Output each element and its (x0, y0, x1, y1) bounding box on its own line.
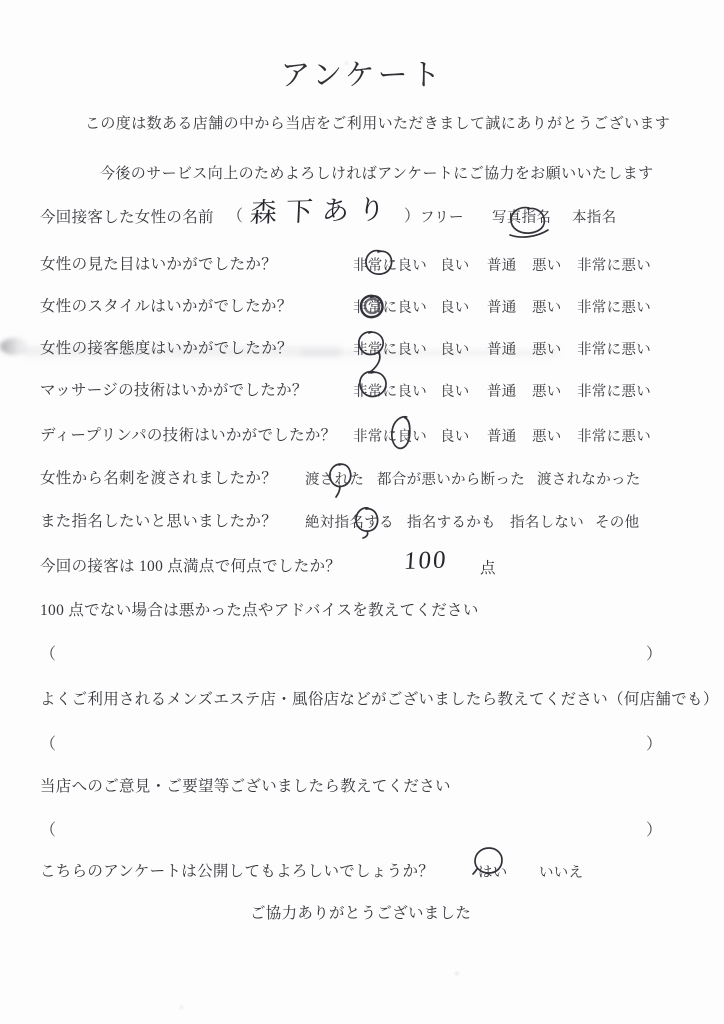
question-label: また指名したいと思いましたか？ (40, 513, 278, 530)
option-label: 非常に悪い (577, 429, 651, 445)
close-paren: ） (646, 822, 663, 839)
option-label: 良い (440, 258, 470, 274)
question-label: 女性の接客態度はいかがでしたか？ (40, 340, 293, 357)
selection-circle (384, 412, 416, 454)
selection-circle (355, 368, 391, 400)
selection-circle (471, 845, 507, 879)
option-label: 非常に良い (353, 300, 427, 316)
name-option-hon-shimei: 本指名 (572, 210, 617, 226)
option-label: 渡されなかった (537, 472, 641, 488)
question-label: 女性のスタイルはいかがでしたか？ (40, 298, 293, 315)
option-label: 良い (440, 429, 470, 445)
option-label: 非常に良い (353, 429, 427, 445)
intro-line-2: 今後のサービス向上のためよろしければアンケートにご協力をお願いいたします (100, 166, 654, 182)
option-label: 良い (440, 384, 470, 400)
question-label: よくご利用されるメンズエステ店・風俗店などがございましたら教えてください（何店舗でも） (40, 691, 719, 708)
name-question-label: 今回接客した女性の名前 (40, 209, 214, 226)
name-option-photo-shimei: 写真指名 (492, 210, 552, 226)
option-label: 絶対指名する (305, 515, 394, 531)
option-label: 悪い (532, 300, 562, 316)
page-title: アンケート (280, 59, 444, 92)
selection-circle (351, 505, 383, 539)
handwritten-name: 森下あり (249, 194, 395, 229)
intro-line-1: この度は数ある店舗の中から当店をご利用いただきまして誠にありがとうございます (85, 116, 671, 132)
scan-smudge (300, 349, 560, 357)
score-unit-label: 点 (480, 560, 496, 577)
option-label: 普通 (487, 342, 517, 358)
question-label: 女性から名刺を渡されましたか？ (40, 470, 278, 487)
scan-speck (180, 1006, 183, 1009)
open-paren: （ (40, 822, 57, 839)
option-label: 非常に悪い (577, 384, 651, 400)
question-label: こちらのアンケートは公開してもよろしいでしょうか？ (40, 863, 435, 880)
option-label: 指名するかも (407, 515, 496, 531)
open-paren: （ (40, 736, 57, 753)
handwritten-score: 100 (403, 546, 449, 576)
name-option-free: フリー (420, 210, 464, 226)
option-label: 非常に良い (353, 258, 427, 274)
scan-speck (455, 972, 459, 975)
question-label: 100 点でない場合は悪かった点やアドバイスを教えてください (40, 602, 479, 619)
option-label: 指名しない (510, 515, 584, 531)
option-label: 非常に悪い (577, 258, 651, 274)
option-label: 良い (440, 300, 470, 316)
scan-smudge (0, 338, 30, 355)
option-label: 普通 (487, 258, 517, 274)
question-label: 今回の接客は 100 点満点で何点でしたか？ (40, 558, 342, 575)
option-label: 非常に悪い (577, 300, 651, 316)
option-label: 渡された (305, 472, 365, 488)
option-label: 悪い (532, 258, 562, 274)
selection-circle (325, 461, 355, 499)
option-label: 非常に悪い (577, 342, 651, 358)
selection-circle (357, 292, 387, 320)
question-label: マッサージの技術はいかがでしたか？ (40, 382, 308, 399)
option-label: 悪い (532, 429, 562, 445)
close-paren: ） (646, 646, 663, 663)
option-label: その他 (595, 515, 640, 531)
option-label: 悪い (532, 342, 562, 358)
option-label: 非常に良い (353, 384, 427, 400)
option-label: 非常に良い (353, 342, 427, 358)
option-label: いいえ (539, 865, 584, 881)
close-paren: ） (404, 208, 421, 225)
closing-text: ご協力ありがとうございました (250, 905, 472, 922)
question-label: ディープリンパの技術はいかがでしたか？ (40, 427, 337, 444)
option-label: 普通 (487, 300, 517, 316)
close-paren: ） (646, 736, 663, 753)
option-label: 普通 (487, 429, 517, 445)
open-paren: （ (227, 208, 244, 225)
question-label: 当店へのご意見・ご要望等ございましたら教えてください (40, 778, 451, 795)
selection-circle (362, 247, 396, 277)
option-label: 都合が悪いから断った (377, 472, 525, 488)
option-label: はい (478, 865, 508, 881)
question-label: 女性の見た目はいかがでしたか？ (40, 256, 278, 273)
option-label: 普通 (487, 384, 517, 400)
option-label: 良い (440, 342, 470, 358)
open-paren: （ (40, 646, 57, 663)
option-label: 悪い (532, 384, 562, 400)
selection-circle (506, 204, 552, 242)
